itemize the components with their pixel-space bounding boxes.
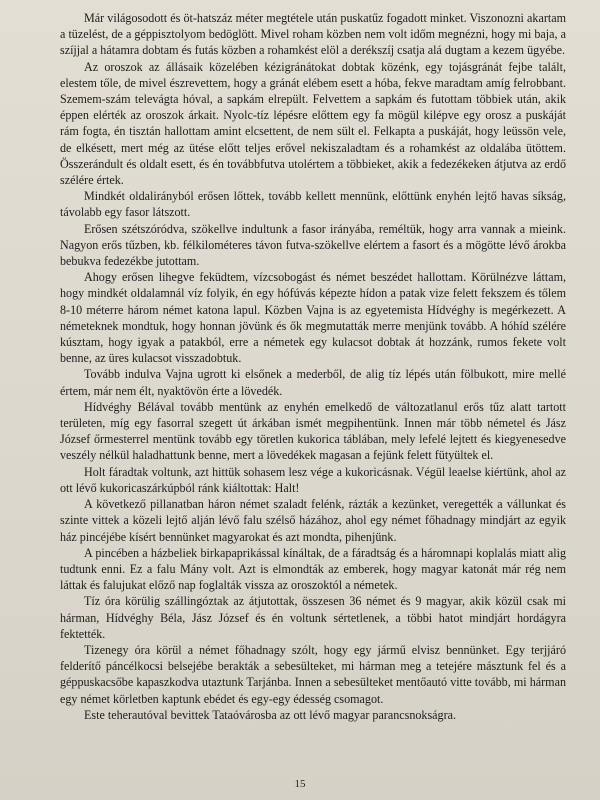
paragraph-1: Már világosodott és öt-hatszáz méter megtétele után puskatűz fogadott minket. Viszonozni akartam a tüzelést, de a géppisztolyom bedöglött. Mivel roham közben nem volt időm megnézni, hogy mi baja, a szíjjal a hátamra dobtam és futás közben a rohamkést elöl a derékszíj csatja alá dugtam a kezem ügyébe. <box>60 11 566 58</box>
paragraph-6: Tovább indulva Vajna ugrott ki elsőnek a mederből, de alig tíz lépés után fölbukott, mire mellé értem, már nem élt, nyaktövön érte a lövedék. <box>60 367 566 398</box>
paragraph-11: Tíz óra körülig szállingóztak az átjutottak, összesen 36 német és 9 magyar, akik közül csak mi hárman, Hídvéghy Béla, Jász József és én voltunk sértetlenek, a többi hatot mindjárt hordágyra fektették. <box>60 594 566 641</box>
paragraph-3: Mindkét oldalirányból erősen lőttek, tovább kellett mennünk, előttünk enyhén lejtő havas síkság, távolabb egy fasor látszott. <box>60 189 566 220</box>
paragraph-4: Erősen szétszóródva, szökellve indultunk a fasor irányába, reméltük, hogy arra vannak a mieink. Nagyon erős tűzben, kb. félkilométeres távon futva-szökellve elértem a fasort és a mögötte lévő árokba bebukva fedezékbe jutottam. <box>60 221 566 269</box>
paragraph-10: A pincében a házbeliek birkapaprikással kínáltak, de a fáradtság és a háromnapi koplalás miatt alig tudtunk enni. Ez a falu Mány volt. Azt is elmondták az emberek, hogy magyar katonát már rég nem láttak és falujukat előző nap foglalták vissza az oroszoktól a németek. <box>60 545 566 593</box>
paragraph-13: Este teherautóval bevittek Tataóvárosba az ott lévő magyar parancsnokságra. <box>84 707 457 722</box>
paragraph-12: Tizenegy óra körül a német főhadnagy szólt, hogy egy jármű elvisz bennünket. Egy terjjáró felderítő páncélkocsi belsejébe berakták a sebesülteket, mi hárman meg a tetejére másztunk fel és a géppuskacsőbe kapaszkodva utaztunk Tarjánba. Innen a sebesülteket mentőautó vitte tovább, mi hárman egy német körletben kaptunk ebédet és egy-egy édesség csomagot. <box>60 642 566 706</box>
paragraph-2: Az oroszok az állásaik közelében kézigránátokat dobtak közénk, egy tojásgránát fejbe talált, elestem tőle, de mivel észrevettem, hogy a gránát elébem esett a hóba, fekve maradtam amíg felrobbant. Szemem-szám televágta hóval, a sapkám elrepült. Felvettem a sapkám és futottam többiek után, akik éppen elérték az oroszok árkait. Nyolc-tíz lépésre előttem egy fa mögül kilépve egy orosz a puskáját rám fogta, én tisztán hallottam amint elcsettent, de nem sült el. Felkapta a puskáját, hogy leüssön vele, de elkésett, mert még az ütése előtt teljes erővel nekiszaladtam és a rohamkést az oldalába ütöttem. Összerándult és oldalt esett, és én továbbfutva utolértem a többieket, akik a fedezékeken átjutva az erdő szélére értek. <box>60 59 566 188</box>
paragraph-5: Ahogy erősen lihegve feküdtem, vízcsobogást és német beszédet hallottam. Körülnézve láttam, hogy mindkét oldalamnál víz folyik, én egy hófúvás képezte hídon a patak vize felett fekszem és tőlem 8-10 méterre három német katona lapul. Közben Vajna is az egyetemista Hídvéghy is megérkezett. A németeknek mondtuk, hogy honnan jövünk és ők megmutatták merre menjünk tovább. A hóhíd szélére kúsztam, hogy igyak a patakból, erre a németek egy kulacsot dobtak át hozzánk, rumos fekete volt benne, az üres kulacsot visszadobtuk. <box>60 270 566 366</box>
paragraph-7: Hídvéghy Bélával tovább mentünk az enyhén emelkedő de változatlanul erős tűz alatt tartott területen, míg egy fasorral szegett út árkában ismét megpihentünk. Innen már több németel és Jász József őrmesterrel mentünk tovább egy töretlen kukorica táblában, mely lefelé lejtett és kiegyenesedve veszély nélkül haladhattunk benne, mert a lövedékek magasan a fejünk felett fütyültek el. <box>60 399 566 463</box>
paragraph-8: Holt fáradtak voltunk, azt hittük sohasem lesz vége a kukoricásnak. Végül leaelse kiértünk, ahol az ott lévő kukoricaszárkúpból ránk kiáltottak: Halt! <box>60 464 566 495</box>
paragraph-9: A következő pillanatban háron német szaladt felénk, rázták a kezünket, veregették a vállunkat és szinte vittek a közeli lejtő alján lévő falu szélső házához, ahol egy német főhadnagy mindjárt az egyik ház pincéjébe kísért bennünket magyarokat és azt mondta, pihenjünk. <box>60 497 566 544</box>
body-text <box>60 10 566 723</box>
page-number: 15 <box>294 778 306 790</box>
